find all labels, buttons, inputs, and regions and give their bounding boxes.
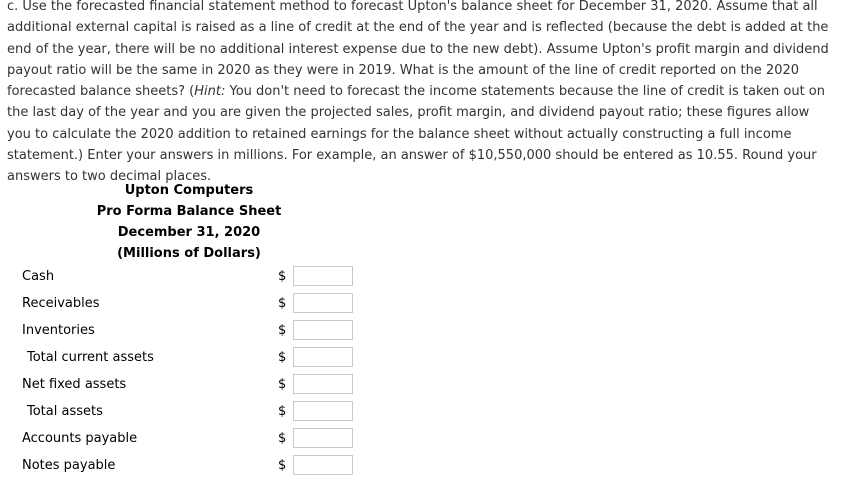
currency-symbol: $ [278, 377, 287, 392]
inventories-input[interactable] [293, 320, 353, 340]
receivables-input[interactable] [293, 293, 353, 313]
question-body-end: You don't need to forecast the income statements because the line of credit is taken out on the last day of the year and you are given the projected sales, profit margin, and dividend payout ratio; these figures allow you to calculate the 2020 addition to retained earnings for the balance sheet without actually constructing a full income statement.) Enter your answers in millions. For example, an answer of $10,550,000 should be entered as 10.55. Round your answers to two decimal places. [7, 84, 825, 185]
row-label: Inventories [22, 323, 95, 338]
total-assets-input[interactable] [293, 401, 353, 421]
question-part-label: c. [7, 0, 19, 14]
cash-input[interactable] [293, 266, 353, 286]
net-fixed-assets-input[interactable] [293, 374, 353, 394]
currency-symbol: $ [278, 269, 287, 284]
statement-date: December 31, 2020 [117, 225, 261, 240]
row-label: Receivables [22, 296, 100, 311]
notes-payable-input[interactable] [293, 455, 353, 475]
row-inventories [0, 318, 846, 345]
statement-units: (Millions of Dollars) [117, 246, 261, 261]
row-accounts-payable [0, 426, 846, 453]
row-receivables [0, 291, 846, 318]
currency-symbol: $ [278, 458, 287, 473]
row-cash [0, 264, 846, 291]
row-label: Accounts payable [22, 431, 138, 446]
row-label: Notes payable [22, 458, 116, 473]
question-body-start: Use the forecasted financial statement method to forecast Upton's balance sheet for December 31, 2020. Assume that all additional external capital is raised as a line of credit at the end of the year and is reflected (because the debt is added at the end of the year, there will be no additional interest expense due to the new debt). Assume Upton's profit margin and dividend payout ratio will be the same in 2020 as they were in 2019. What is the amount of the line of credit reported on the 2020 forecasted balance sheets? ( [7, 0, 829, 100]
currency-symbol: $ [278, 296, 287, 311]
row-total-assets [0, 399, 846, 426]
currency-symbol: $ [278, 323, 287, 338]
row-label: Cash [22, 269, 55, 284]
statement-title: Pro Forma Balance Sheet [96, 204, 282, 219]
row-total-current-assets [0, 345, 846, 372]
row-label: Net fixed assets [22, 377, 127, 392]
balance-sheet-heading [96, 180, 282, 264]
row-label: Total assets [27, 404, 103, 419]
currency-symbol: $ [278, 350, 287, 365]
company-name: Upton Computers [124, 183, 254, 198]
currency-symbol: $ [278, 431, 287, 446]
hint-label: Hint: [194, 84, 226, 100]
row-net-fixed-assets [0, 372, 846, 399]
total-current-assets-input[interactable] [293, 347, 353, 367]
row-label: Total current assets [27, 350, 154, 365]
currency-symbol: $ [278, 404, 287, 419]
accounts-payable-input[interactable] [293, 428, 353, 448]
question-text [7, 0, 837, 188]
